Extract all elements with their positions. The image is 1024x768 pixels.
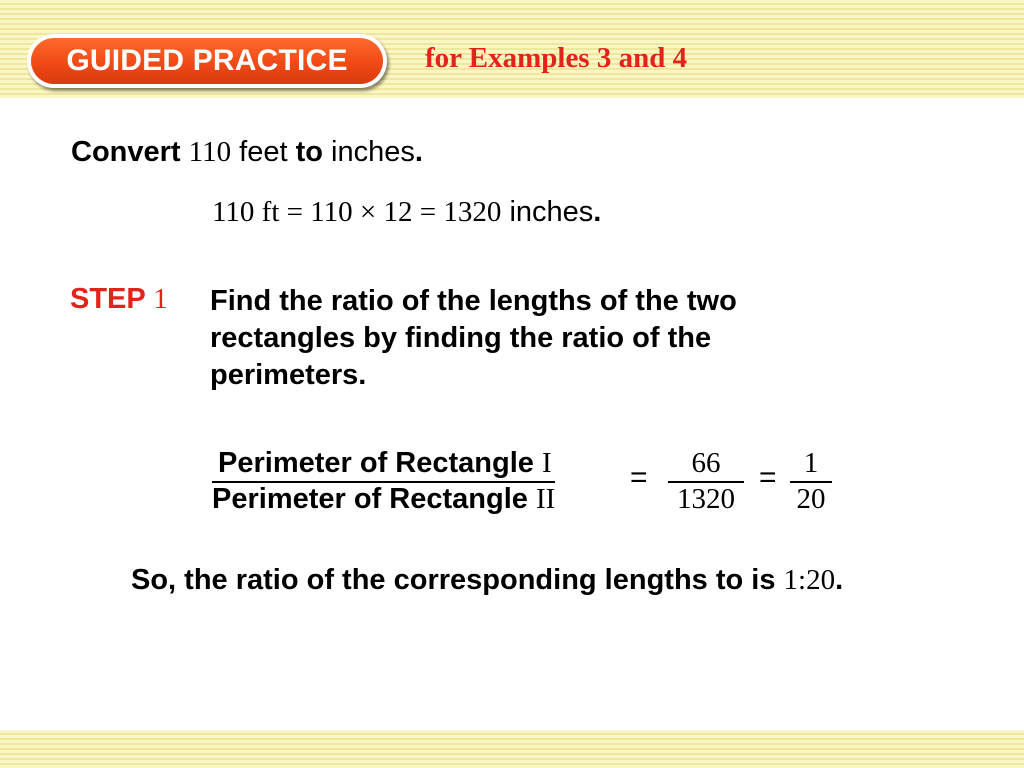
fraction-2-numerator: 1 bbox=[790, 447, 832, 483]
conclusion-text: So, the ratio of the corresponding lengths to is bbox=[131, 564, 776, 596]
footer-stripe bbox=[0, 730, 1024, 768]
equals-sign-2: = bbox=[759, 461, 777, 494]
fraction-2-denominator: 20 bbox=[796, 483, 826, 515]
convert-prompt bbox=[71, 136, 423, 169]
convert-word: Convert bbox=[71, 136, 181, 168]
conclusion-period: . bbox=[835, 564, 844, 596]
numerator-text: Perimeter of Rectangle bbox=[218, 447, 534, 479]
step-description: Find the ratio of the lengths of the two rectangles by finding the ratio of the perimeters. bbox=[210, 285, 737, 391]
badge-label: GUIDED PRACTICE bbox=[31, 38, 383, 84]
convert-period: . bbox=[414, 136, 423, 168]
denominator-text: Perimeter of Rectangle bbox=[212, 483, 528, 515]
equals-sign-1: = bbox=[630, 461, 648, 494]
denominator-roman: II bbox=[535, 483, 556, 515]
convert-unit-feet: feet bbox=[239, 136, 288, 168]
computation-period: . bbox=[593, 196, 602, 228]
convert-to-word: to bbox=[295, 136, 323, 168]
fraction-1-numerator: 66 bbox=[668, 447, 744, 483]
conversion-computation bbox=[212, 196, 601, 229]
numerator-roman: I bbox=[541, 447, 552, 479]
step-label bbox=[70, 283, 168, 316]
convert-value: 110 bbox=[188, 136, 232, 168]
conclusion-ratio: 1:20 bbox=[783, 564, 836, 596]
perimeter-ratio-numerator bbox=[212, 447, 555, 483]
perimeter-ratio-denominator bbox=[212, 483, 555, 516]
guided-practice-badge bbox=[27, 34, 387, 88]
header-subtitle: for Examples 3 and 4 bbox=[425, 42, 688, 74]
computation-expression: 110 ft = 110 × 12 = 1320 bbox=[212, 196, 502, 228]
fraction-1-20 bbox=[790, 447, 832, 516]
step-word: STEP bbox=[70, 283, 146, 315]
convert-unit-inches: inches bbox=[331, 136, 415, 168]
perimeter-ratio-fraction bbox=[212, 447, 555, 516]
conclusion-sentence bbox=[131, 564, 843, 597]
computation-unit: inches bbox=[509, 196, 594, 228]
step-number: 1 bbox=[153, 283, 168, 315]
fraction-66-1320 bbox=[668, 447, 744, 516]
fraction-1-denominator: 1320 bbox=[677, 483, 735, 515]
